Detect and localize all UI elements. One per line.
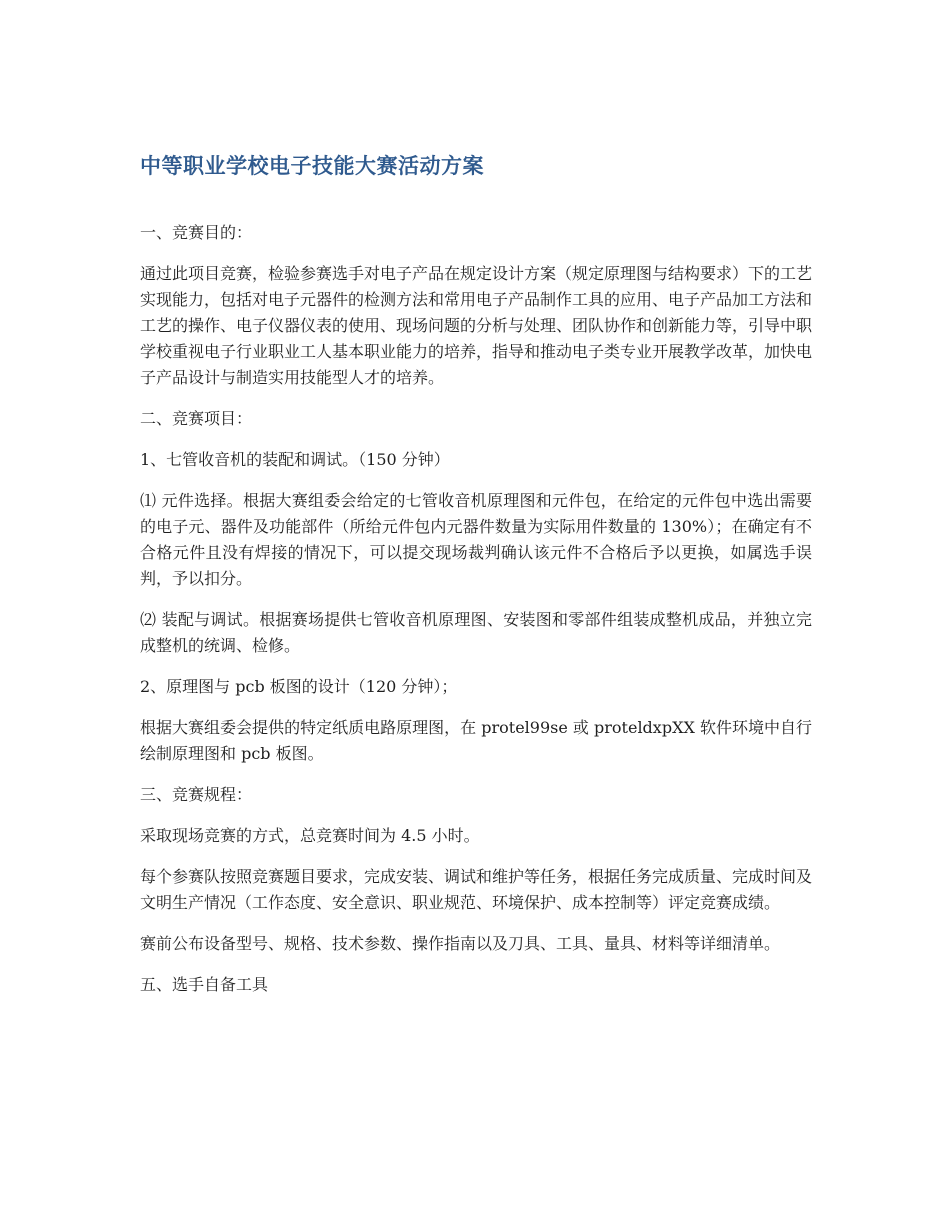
document-body [140, 220, 812, 1013]
section-heading-items: 二、竞赛项目： [140, 409, 253, 428]
item-pcb-design: 2、原理图与 pcb 板图的设计（120 分钟）； [140, 677, 458, 696]
section-heading-purpose: 一、竞赛目的： [140, 223, 253, 242]
paragraph-pcb-design: 根据大赛组委会提供的特定纸质电路原理图，在 protel99se 或 proteldxpXX 软件环境中自行绘制原理图和 pcb 板图。 [140, 718, 812, 763]
paragraph-component-selection: ⑴ 元件选择。根据大赛组委会给定的七管收音机原理图和元件包，在给定的元件包中选出需要的电子元、器件及功能部件（所给元件包内元器件数量为实际用件数量的 130%）；在确定有不合格元件且没有焊接的情况下，可以提交现场裁判确认该元件不合格后予以更换，如属选手误判，予以扣分。 [140, 491, 812, 588]
section-heading-tools: 五、选手自备工具 [140, 975, 269, 994]
item-radio-assembly: 1、七管收音机的装配和调试。（150 分钟） [140, 450, 450, 469]
paragraph-purpose: 通过此项目竞赛，检验参赛选手对电子产品在规定设计方案（规定原理图与结构要求）下的工艺实现能力，包括对电子元器件的检测方法和常用电子产品制作工具的应用、电子产品加工方法和工艺的操作、电子仪器仪表的使用、现场问题的分析与处理、团队协作和创新能力等，引导中职学校重视电子行业职业工人基本职业能力的培养，指导和推动电子类专业开展教学改革，加快电子产品设计与制造实用技能型人才的培养。 [140, 264, 813, 387]
section-heading-rules: 三、竞赛规程： [140, 785, 253, 804]
document-title: 中等职业学校电子技能大赛活动方案 [140, 154, 484, 178]
paragraph-rules-scoring: 每个参赛队按照竞赛题目要求，完成安装、调试和维护等任务，根据任务完成质量、完成时间及文明生产情况（工作态度、安全意识、职业规范、环境保护、成本控制等）评定竞赛成绩。 [140, 867, 813, 912]
paragraph-assembly-debug: ⑵ 装配与调试。根据赛场提供七管收音机原理图、安装图和零部件组装成整机成品，并独立完成整机的统调、检修。 [140, 610, 812, 655]
paragraph-rules-format: 采取现场竞赛的方式，总竞赛时间为 4.5 小时。 [140, 826, 480, 845]
paragraph-rules-equipment: 赛前公布设备型号、规格、技术参数、操作指南以及刀具、工具、量具、材料等详细清单。 [140, 934, 781, 953]
